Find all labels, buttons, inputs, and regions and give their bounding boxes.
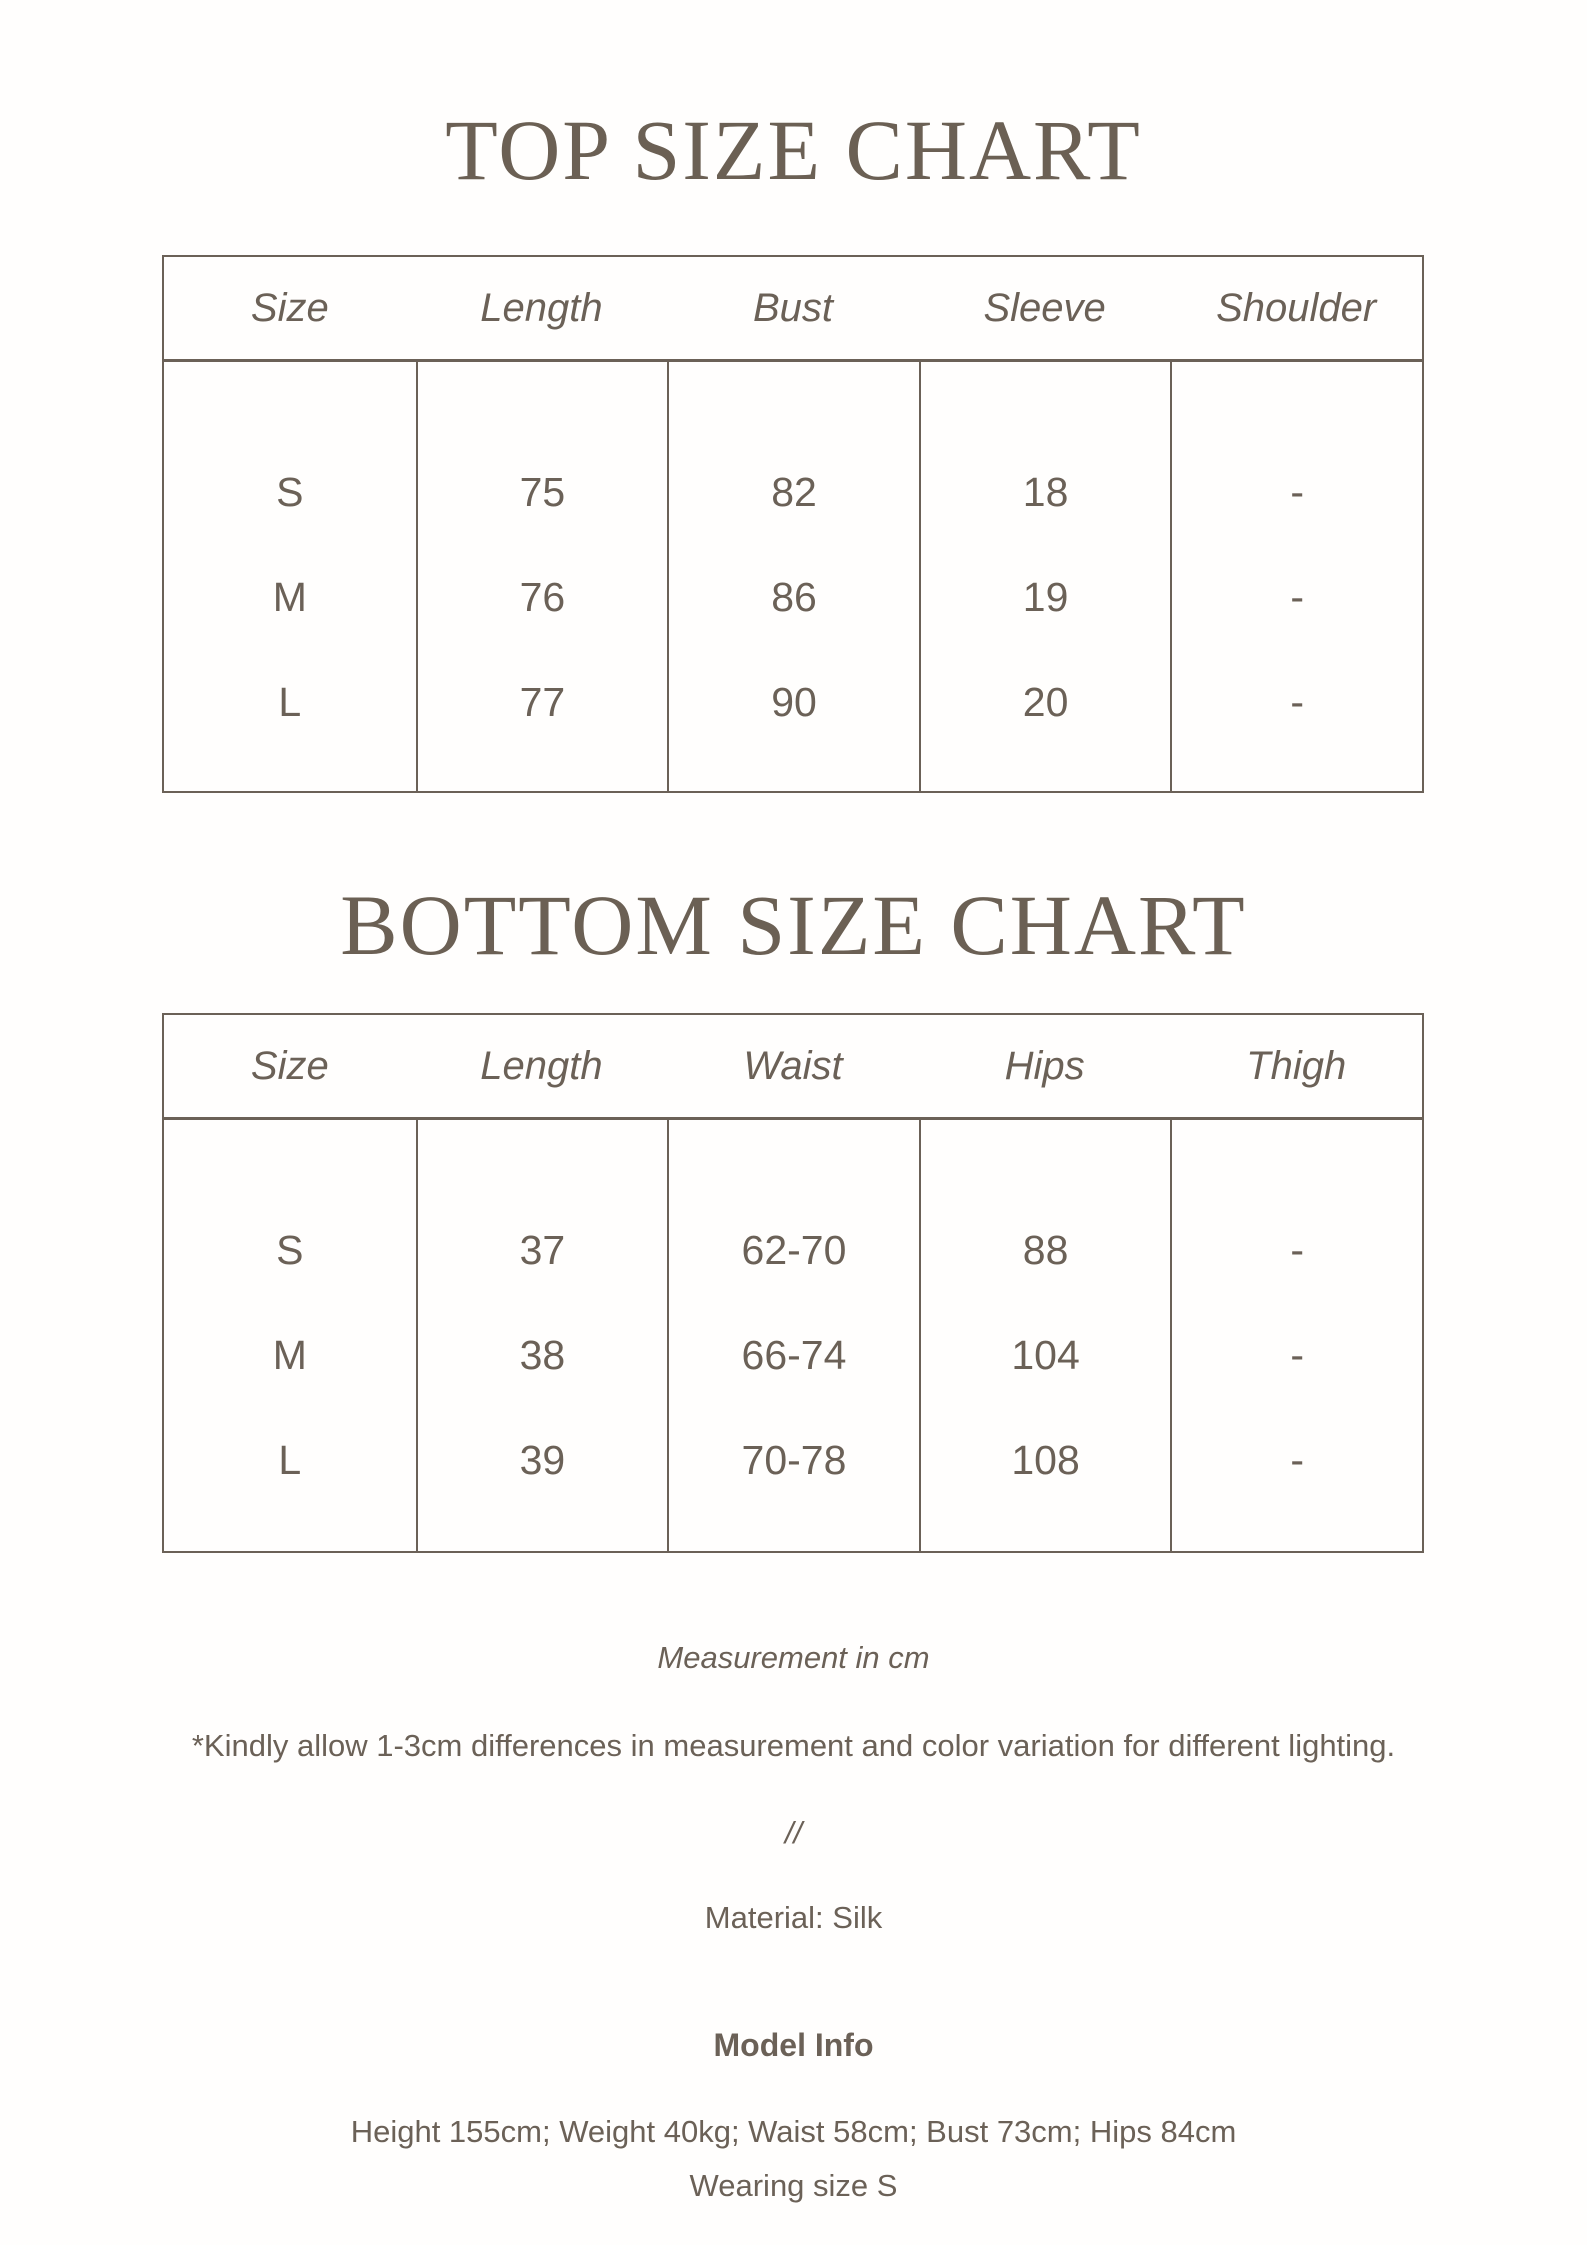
model-info-details	[0, 2105, 1587, 2213]
table-cell: 76	[519, 574, 566, 620]
divider-slashes: //	[784, 1815, 803, 1850]
bottom-table-column-waist	[667, 1120, 919, 1551]
top-col-header-sleeve: Sleeve	[983, 285, 1106, 330]
table-cell: M	[272, 574, 307, 620]
table-cell: 86	[771, 574, 817, 620]
bottom-col-header-size: Size	[250, 1043, 329, 1088]
table-cell: 62-70	[741, 1227, 847, 1273]
table-cell: -	[1290, 679, 1305, 725]
bottom-table-column-size	[164, 1120, 416, 1551]
bottom-table-column-length	[416, 1120, 668, 1551]
table-cell: 82	[771, 469, 817, 515]
top-table-header-row	[164, 257, 1422, 362]
table-cell: -	[1290, 1437, 1305, 1483]
bottom-chart-title: BOTTOM SIZE CHART	[340, 877, 1247, 973]
table-cell: 37	[519, 1227, 566, 1273]
bottom-col-header-length: Length	[480, 1043, 603, 1088]
bottom-table-column-thigh	[1170, 1120, 1422, 1551]
top-col-header-size: Size	[250, 285, 329, 330]
model-info-measurements: Height 155cm; Weight 40kg; Waist 58cm; Bust 73cm; Hips 84cm	[350, 2114, 1237, 2149]
bottom-table-body	[164, 1120, 1422, 1551]
bottom-col-header-thigh: Thigh	[1246, 1043, 1347, 1088]
top-table-column-size	[164, 362, 416, 791]
table-cell: -	[1290, 469, 1305, 515]
measurement-unit-note: Measurement in cm	[657, 1640, 930, 1675]
top-chart-title: TOP SIZE CHART	[445, 102, 1142, 198]
top-table-column-bust	[667, 362, 919, 791]
table-cell: 88	[1022, 1227, 1069, 1273]
model-info-wearing-size: Wearing size S	[689, 2168, 898, 2203]
top-col-header-bust: Bust	[752, 285, 834, 330]
table-cell: S	[276, 469, 304, 515]
bottom-table-column-hips	[919, 1120, 1171, 1551]
table-cell: -	[1290, 574, 1305, 620]
bottom-col-header-waist: Waist	[743, 1043, 843, 1088]
material-note: Material: Silk	[704, 1900, 883, 1935]
table-cell: 70-78	[741, 1437, 847, 1483]
table-cell: 39	[519, 1437, 566, 1483]
table-cell: M	[272, 1332, 307, 1378]
table-cell: -	[1290, 1332, 1305, 1378]
top-table-body	[164, 362, 1422, 791]
top-col-header-shoulder: Shoulder	[1216, 285, 1377, 330]
table-cell: -	[1290, 1227, 1305, 1273]
bottom-size-table	[162, 1013, 1424, 1553]
table-cell: 20	[1022, 679, 1069, 725]
top-table-column-length	[416, 362, 668, 791]
tolerance-note: *Kindly allow 1-3cm differences in measurement and color variation for different lighting.	[191, 1728, 1396, 1763]
top-col-header-length: Length	[480, 285, 603, 330]
table-cell: 75	[519, 469, 566, 515]
table-cell: 90	[771, 679, 817, 725]
table-cell: 104	[1011, 1332, 1080, 1378]
table-cell: L	[278, 1437, 302, 1483]
table-cell: 18	[1022, 469, 1069, 515]
top-table-column-sleeve	[919, 362, 1171, 791]
table-cell: 77	[519, 679, 566, 725]
table-cell: 108	[1011, 1437, 1080, 1483]
table-cell: 19	[1022, 574, 1069, 620]
bottom-table-header-row	[164, 1015, 1422, 1120]
table-cell: 38	[519, 1332, 566, 1378]
table-cell: L	[278, 679, 302, 725]
table-cell: S	[276, 1227, 304, 1273]
top-size-table	[162, 255, 1424, 793]
bottom-col-header-hips: Hips	[1004, 1043, 1085, 1088]
model-info-heading: Model Info	[713, 2027, 874, 2063]
top-table-column-shoulder	[1170, 362, 1422, 791]
table-cell: 66-74	[741, 1332, 847, 1378]
